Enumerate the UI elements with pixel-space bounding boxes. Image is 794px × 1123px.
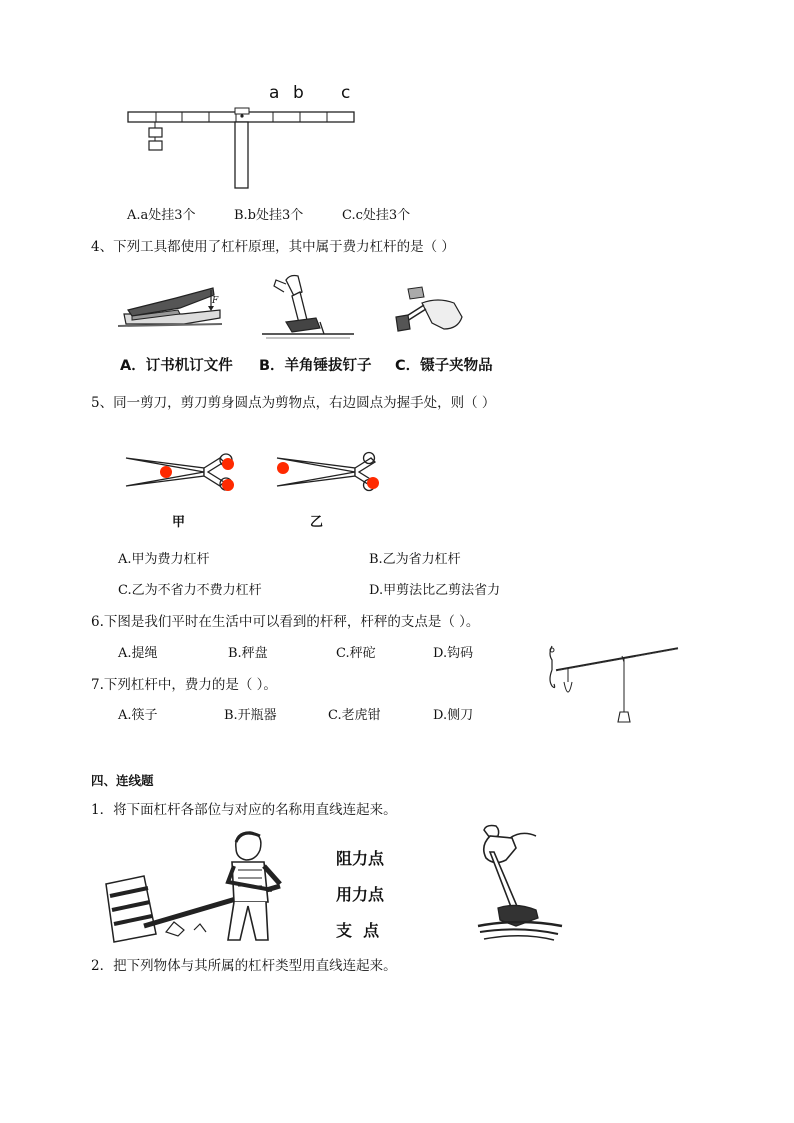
q5-option-a[interactable]: A.甲为费力杠杆 <box>118 552 210 567</box>
q6-option-a[interactable]: A.提绳 <box>118 646 158 661</box>
q7-option-a[interactable]: A.筷子 <box>118 708 158 723</box>
q5-option-b[interactable]: B.乙为省力杠杆 <box>369 552 461 567</box>
q3-option-c[interactable]: C.c处挂3个 <box>342 208 411 223</box>
fulcrum-stone <box>166 922 184 936</box>
term-resistance-point[interactable]: 阻力点 <box>336 849 385 868</box>
pivot-block <box>235 108 249 114</box>
figure-label-yi: 乙 <box>310 515 324 530</box>
scissors-jia-illustration <box>124 448 239 498</box>
hanging-weight <box>149 141 162 150</box>
q7-stem: 7.下列杠杆中，费力的是（ ）。 <box>91 677 277 693</box>
scissors-yi-illustration <box>275 448 390 498</box>
stapler-illustration <box>118 280 223 335</box>
hammer-pulling-nail-illustration <box>470 822 570 947</box>
lever-balance-figure <box>120 80 370 195</box>
section-four-title: 四、连线题 <box>91 773 154 788</box>
pivot-pin <box>240 114 243 117</box>
steelyard-beam <box>556 648 678 670</box>
position-label-b: b <box>293 83 304 103</box>
grip-point-dot <box>222 479 234 491</box>
heavy-load <box>106 876 156 942</box>
q6-stem: 6.下图是我们平时在生活中可以看到的杆秤，杆秤的支点是（ ）。 <box>91 614 480 630</box>
force-label: F <box>212 296 219 306</box>
q6-option-c[interactable]: C.秤砣 <box>336 646 376 661</box>
q5-stem: 5、同一剪刀，剪刀剪身圆点为剪物点，右边圆点为握手处，则（ ） <box>91 395 496 411</box>
term-effort-point[interactable]: 用力点 <box>336 885 385 904</box>
q4-stem: 4、下列工具都使用了杠杆原理，其中属于费力杠杆的是（ ） <box>91 239 455 255</box>
cut-point-dot <box>277 462 289 474</box>
man-lever-illustration <box>100 826 315 944</box>
grip-point-dot <box>367 477 379 489</box>
q7-option-c[interactable]: C.老虎钳 <box>328 708 381 723</box>
q6-option-d[interactable]: D.钩码 <box>433 646 474 661</box>
cut-point-dot <box>160 466 172 478</box>
steelyard-illustration <box>538 640 683 725</box>
claw-hammer-illustration <box>258 272 358 342</box>
q5-option-d[interactable]: D.甲剪法比乙剪法省力 <box>369 583 501 598</box>
sliding-weight <box>618 712 630 722</box>
lever-stand <box>235 122 248 188</box>
section4-q1-stem: 1．将下面杠杆各部位与对应的名称用直线连起来。 <box>91 802 397 818</box>
q4-option-a[interactable]: A．订书机订文件 <box>120 358 233 374</box>
hanging-weight <box>149 128 162 137</box>
q4-option-c[interactable]: C．镊子夹物品 <box>395 358 493 374</box>
q3-option-b[interactable]: B.b处挂3个 <box>234 208 304 223</box>
figure-label-jia: 甲 <box>172 515 186 530</box>
q4-option-b[interactable]: B．羊角锤拔钉子 <box>259 358 372 374</box>
tweezers-illustration <box>388 283 468 338</box>
position-label-c: c <box>341 83 351 103</box>
q7-option-b[interactable]: B.开瓶器 <box>224 708 277 723</box>
term-fulcrum[interactable]: 支 点 <box>336 921 380 940</box>
q7-option-d[interactable]: D.侧刀 <box>433 708 474 723</box>
q5-option-c[interactable]: C.乙为不省力不费力杠杆 <box>118 583 262 598</box>
section4-q2-stem: 2．把下列物体与其所属的杠杆类型用直线连起来。 <box>91 958 397 974</box>
q3-option-a[interactable]: A.a处挂3个 <box>127 208 196 223</box>
grip-point-dot <box>222 458 234 470</box>
position-label-a: a <box>269 83 280 103</box>
q6-option-b[interactable]: B.秤盘 <box>228 646 268 661</box>
